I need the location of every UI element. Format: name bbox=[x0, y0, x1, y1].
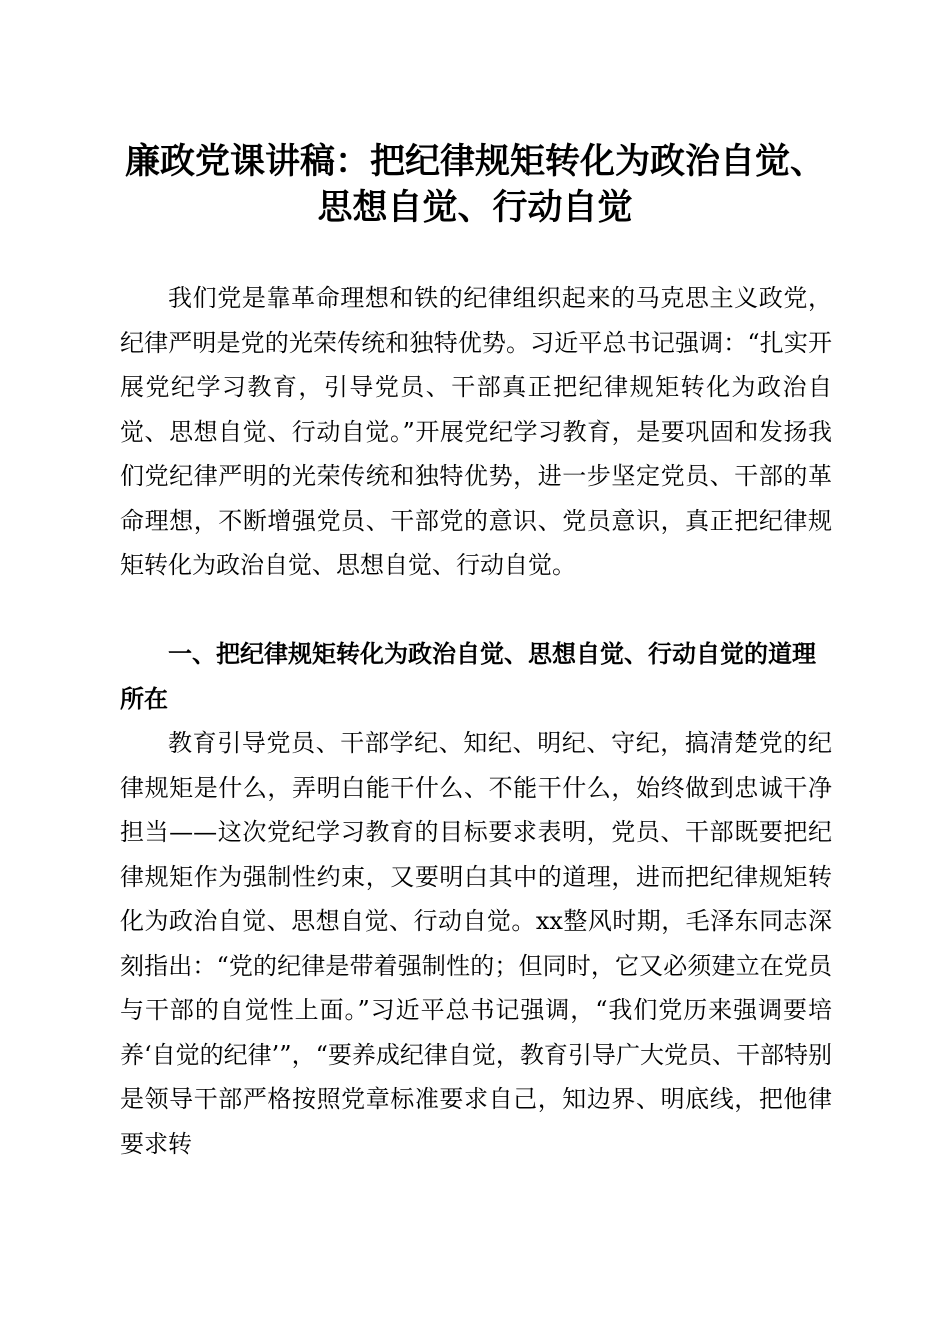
document-title-line-1: 廉政党课讲稿：把纪律规矩转化为政治自觉、 bbox=[124, 141, 825, 182]
section-1-paragraph: 教育引导党员、干部学纪、知纪、明纪、守纪，搞清楚党的纪律规矩是什么，弄明白能干什么、不能干什么，始终做到忠诚干净担当——这次党纪学习教育的目标要求表明，党员、干部既要把纪律规矩作为强制性约束，又要明白其中的道理，进而把纪律规矩转化为政治自觉、思想自觉、行动自觉。xx整风时期，毛泽东同志深刻指出：“党的纪律是带着强制性的；但同时，它又必须建立在党员与干部的自觉性上面。”习近平总书记强调，“我们党历来强调要培养‘自觉的纪律’”，“要养成纪律自觉，教育引导广大党员、干部特别是领导干部严格按照党章标准要求自己，知边界、明底线，把他律要求转 bbox=[120, 729, 832, 1158]
section-heading-1: 一、把纪律规矩转化为政治自觉、思想自觉、行动自觉的道理所在 bbox=[120, 640, 816, 713]
document-title-line-2: 思想自觉、行动自觉 bbox=[317, 187, 633, 228]
intro-paragraph: 我们党是靠革命理想和铁的纪律组织起来的马克思主义政党，纪律严明是党的光荣传统和独特优势。习近平总书记强调：“扎实开展党纪学习教育，引导党员、干部真正把纪律规矩转化为政治自觉、思想自觉、行动自觉。”开展党纪学习教育，是要巩固和发扬我们党纪律严明的光荣传统和独特优势，进一步坚定党员、干部的革命理想，不断增强党员、干部党的意识、党员意识，真正把纪律规矩转化为政治自觉、思想自觉、行动自觉。 bbox=[120, 284, 832, 579]
